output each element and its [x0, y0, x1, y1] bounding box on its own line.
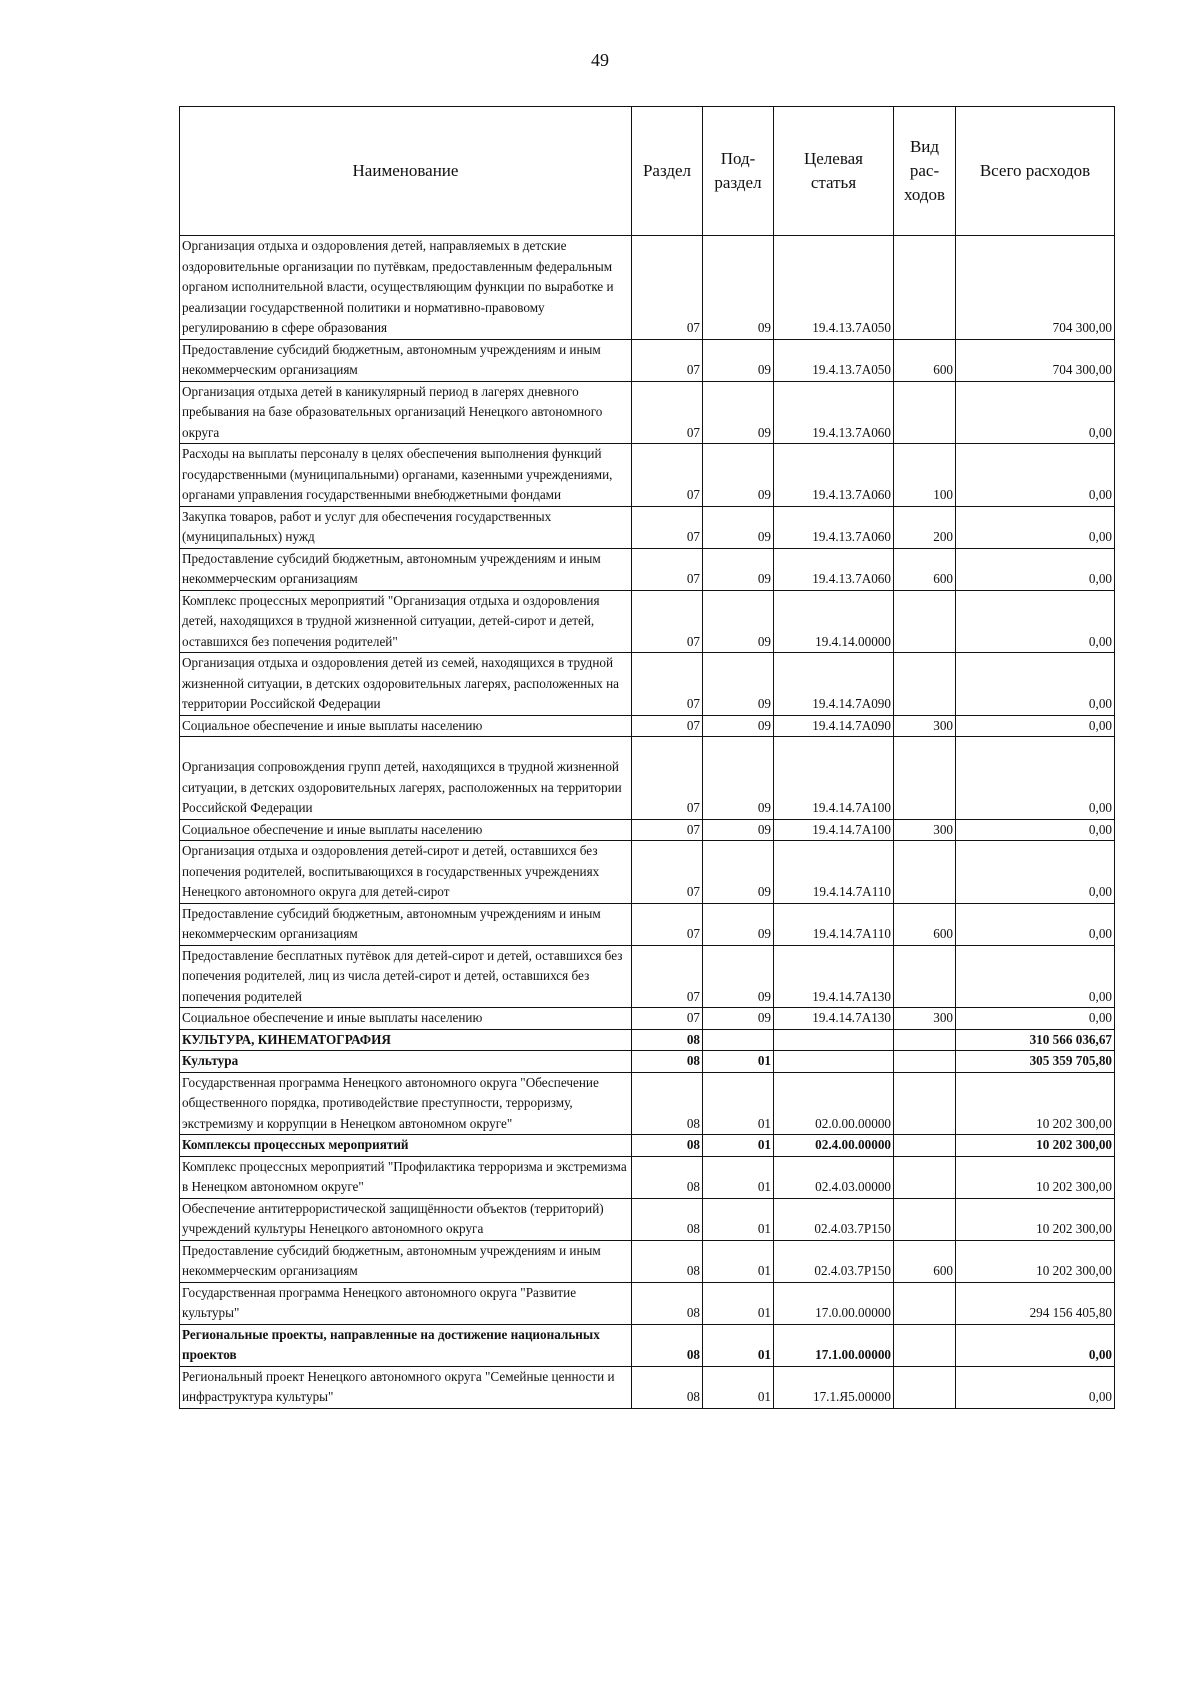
cell-celevaya-statya: [774, 1051, 894, 1073]
table-row: [180, 903, 1115, 945]
cell-name: Предоставление субсидий бюджетным, автономным учреждениям и иным некоммерческим организациям: [180, 339, 632, 381]
table-row: [180, 339, 1115, 381]
cell-vid-rashodov: [894, 1051, 956, 1073]
table-row: [180, 841, 1115, 904]
cell-vid-rashodov: 600: [894, 903, 956, 945]
cell-total: 704 300,00: [956, 236, 1115, 340]
cell-name: Организация отдыха и оздоровления детей-сирот и детей, оставшихся без попечения родителей, воспитывающихся в государственных учреждениях Ненецкого автономного округа для детей-сирот: [180, 841, 632, 904]
cell-podrazdel: 09: [703, 548, 774, 590]
cell-podrazdel: 09: [703, 506, 774, 548]
cell-celevaya-statya: 19.4.14.00000: [774, 590, 894, 653]
cell-celevaya-statya: 19.4.13.7А050: [774, 236, 894, 340]
cell-name: Комплексы процессных мероприятий: [180, 1135, 632, 1157]
cell-razdel: 07: [632, 444, 703, 507]
cell-podrazdel: 01: [703, 1240, 774, 1282]
cell-name: Социальное обеспечение и иные выплаты населению: [180, 715, 632, 737]
cell-celevaya-statya: 19.4.14.7А130: [774, 1008, 894, 1030]
table-row: [180, 1051, 1115, 1073]
cell-razdel: 08: [632, 1324, 703, 1366]
cell-podrazdel: 09: [703, 1008, 774, 1030]
cell-razdel: 07: [632, 1008, 703, 1030]
cell-podrazdel: 01: [703, 1135, 774, 1157]
cell-razdel: 07: [632, 841, 703, 904]
cell-vid-rashodov: [894, 1156, 956, 1198]
table-row: [180, 945, 1115, 1008]
cell-total: 0,00: [956, 737, 1115, 820]
cell-total: 10 202 300,00: [956, 1135, 1115, 1157]
header-name: Наименование: [180, 107, 632, 236]
table-row: [180, 1240, 1115, 1282]
cell-name: Расходы на выплаты персоналу в целях обеспечения выполнения функций государственными (муниципальными) органами, казенными учреждениями, органами управления государственными внебюджетными фондами: [180, 444, 632, 507]
cell-celevaya-statya: 02.4.03.00000: [774, 1156, 894, 1198]
cell-celevaya-statya: 19.4.14.7А110: [774, 903, 894, 945]
cell-total: 0,00: [956, 590, 1115, 653]
cell-vid-rashodov: [894, 1198, 956, 1240]
cell-total: 0,00: [956, 653, 1115, 716]
cell-total: 0,00: [956, 381, 1115, 444]
cell-vid-rashodov: 600: [894, 339, 956, 381]
cell-razdel: 08: [632, 1366, 703, 1408]
cell-total: 294 156 405,80: [956, 1282, 1115, 1324]
cell-razdel: 07: [632, 737, 703, 820]
cell-celevaya-statya: 02.4.00.00000: [774, 1135, 894, 1157]
cell-name: Предоставление субсидий бюджетным, автономным учреждениям и иным некоммерческим организациям: [180, 548, 632, 590]
cell-razdel: 07: [632, 381, 703, 444]
cell-razdel: 07: [632, 819, 703, 841]
cell-razdel: 07: [632, 903, 703, 945]
cell-razdel: 08: [632, 1240, 703, 1282]
cell-total: 10 202 300,00: [956, 1156, 1115, 1198]
table-body: [180, 236, 1115, 1409]
cell-total: 10 202 300,00: [956, 1240, 1115, 1282]
cell-name: Государственная программа Ненецкого автономного округа "Обеспечение общественного порядка, противодействие преступности, терроризму, экстремизму и коррупции в Ненецком автономном округе": [180, 1072, 632, 1135]
cell-podrazdel: 01: [703, 1198, 774, 1240]
cell-celevaya-statya: 19.4.14.7А100: [774, 737, 894, 820]
cell-podrazdel: 01: [703, 1156, 774, 1198]
table-row: [180, 590, 1115, 653]
cell-celevaya-statya: 19.4.13.7А060: [774, 506, 894, 548]
cell-podrazdel: 01: [703, 1051, 774, 1073]
cell-name: Культура: [180, 1051, 632, 1073]
cell-celevaya-statya: 17.1.Я5.00000: [774, 1366, 894, 1408]
cell-vid-rashodov: [894, 590, 956, 653]
cell-vid-rashodov: 600: [894, 548, 956, 590]
table-row: [180, 715, 1115, 737]
cell-razdel: 08: [632, 1135, 703, 1157]
cell-total: 0,00: [956, 1366, 1115, 1408]
header-razdel: Раздел: [632, 107, 703, 236]
cell-celevaya-statya: 19.4.13.7А060: [774, 444, 894, 507]
cell-name: Организация отдыха и оздоровления детей, направляемых в детские оздоровительные организации по путёвкам, предоставленным федеральным органом исполнительной власти, осуществляющим функции по выработке и реализации государственной политики и нормативно-правовому регулированию в сфере образования: [180, 236, 632, 340]
cell-podrazdel: 09: [703, 444, 774, 507]
cell-total: 0,00: [956, 1008, 1115, 1030]
cell-celevaya-statya: 19.4.13.7А060: [774, 381, 894, 444]
cell-podrazdel: 01: [703, 1366, 774, 1408]
cell-name: Организация отдыха детей в каникулярный период в лагерях дневного пребывания на базе образовательных организаций Ненецкого автономного округа: [180, 381, 632, 444]
cell-vid-rashodov: 300: [894, 715, 956, 737]
cell-total: 0,00: [956, 1324, 1115, 1366]
cell-celevaya-statya: [774, 1029, 894, 1051]
cell-total: 305 359 705,80: [956, 1051, 1115, 1073]
cell-razdel: 07: [632, 506, 703, 548]
cell-name: Комплекс процессных мероприятий "Профилактика терроризма и экстремизма в Ненецком автономном округе": [180, 1156, 632, 1198]
table-row: [180, 1282, 1115, 1324]
cell-podrazdel: 09: [703, 715, 774, 737]
table-row: [180, 444, 1115, 507]
cell-podrazdel: 01: [703, 1072, 774, 1135]
cell-podrazdel: [703, 1029, 774, 1051]
cell-total: 0,00: [956, 841, 1115, 904]
table-row: [180, 548, 1115, 590]
cell-razdel: 07: [632, 236, 703, 340]
cell-total: 0,00: [956, 715, 1115, 737]
cell-celevaya-statya: 02.4.03.7Р150: [774, 1240, 894, 1282]
table-row: [180, 1135, 1115, 1157]
cell-podrazdel: 09: [703, 841, 774, 904]
cell-celevaya-statya: 19.4.14.7А100: [774, 819, 894, 841]
header-celevaya-statya: Целевая статья: [774, 107, 894, 236]
cell-podrazdel: 09: [703, 381, 774, 444]
cell-name: Региональные проекты, направленные на достижение национальных проектов: [180, 1324, 632, 1366]
cell-podrazdel: 09: [703, 653, 774, 716]
cell-name: Региональный проект Ненецкого автономного округа "Семейные ценности и инфраструктура культуры": [180, 1366, 632, 1408]
cell-podrazdel: 01: [703, 1324, 774, 1366]
header-podrazdel: Под- раздел: [703, 107, 774, 236]
cell-name: Социальное обеспечение и иные выплаты населению: [180, 1008, 632, 1030]
table-row: [180, 1366, 1115, 1408]
cell-celevaya-statya: 02.0.00.00000: [774, 1072, 894, 1135]
table-row: [180, 819, 1115, 841]
cell-vid-rashodov: 300: [894, 1008, 956, 1030]
cell-razdel: 08: [632, 1051, 703, 1073]
table-row: [180, 737, 1115, 820]
table-row: [180, 1156, 1115, 1198]
header-vid-rashodov: Вид рас- ходов: [894, 107, 956, 236]
cell-razdel: 08: [632, 1156, 703, 1198]
cell-total: 10 202 300,00: [956, 1072, 1115, 1135]
cell-name: Предоставление субсидий бюджетным, автономным учреждениям и иным некоммерческим организациям: [180, 903, 632, 945]
cell-razdel: 07: [632, 715, 703, 737]
cell-vid-rashodov: [894, 381, 956, 444]
cell-vid-rashodov: 300: [894, 819, 956, 841]
cell-vid-rashodov: [894, 1366, 956, 1408]
cell-podrazdel: 09: [703, 339, 774, 381]
table-row: [180, 1008, 1115, 1030]
cell-podrazdel: 09: [703, 945, 774, 1008]
cell-podrazdel: 09: [703, 737, 774, 820]
cell-celevaya-statya: 02.4.03.7Р150: [774, 1198, 894, 1240]
cell-vid-rashodov: [894, 1135, 956, 1157]
cell-vid-rashodov: 600: [894, 1240, 956, 1282]
cell-total: 0,00: [956, 506, 1115, 548]
cell-total: 0,00: [956, 548, 1115, 590]
table-row: [180, 236, 1115, 340]
cell-vid-rashodov: [894, 1029, 956, 1051]
cell-razdel: 07: [632, 548, 703, 590]
table-row: [180, 1029, 1115, 1051]
table-row: [180, 1324, 1115, 1366]
cell-vid-rashodov: [894, 1072, 956, 1135]
cell-name: КУЛЬТУРА, КИНЕМАТОГРАФИЯ: [180, 1029, 632, 1051]
cell-razdel: 08: [632, 1072, 703, 1135]
cell-name: Обеспечение антитеррористической защищённости объектов (территорий) учреждений культуры Ненецкого автономного округа: [180, 1198, 632, 1240]
cell-razdel: 07: [632, 653, 703, 716]
cell-name: Предоставление субсидий бюджетным, автономным учреждениям и иным некоммерческим организациям: [180, 1240, 632, 1282]
cell-name: Социальное обеспечение и иные выплаты населению: [180, 819, 632, 841]
cell-podrazdel: 09: [703, 236, 774, 340]
cell-podrazdel: 09: [703, 903, 774, 945]
table-row: [180, 381, 1115, 444]
cell-total: 310 566 036,67: [956, 1029, 1115, 1051]
cell-total: 704 300,00: [956, 339, 1115, 381]
cell-razdel: 08: [632, 1282, 703, 1324]
cell-celevaya-statya: 17.1.00.00000: [774, 1324, 894, 1366]
cell-vid-rashodov: [894, 653, 956, 716]
cell-razdel: 07: [632, 590, 703, 653]
cell-vid-rashodov: [894, 945, 956, 1008]
cell-total: 10 202 300,00: [956, 1198, 1115, 1240]
budget-table: [179, 106, 1115, 1409]
cell-vid-rashodov: 200: [894, 506, 956, 548]
cell-celevaya-statya: 19.4.13.7А060: [774, 548, 894, 590]
cell-total: 0,00: [956, 903, 1115, 945]
cell-name: Предоставление бесплатных путёвок для детей-сирот и детей, оставшихся без попечения родителей, лиц из числа детей-сирот и детей, оставшихся без попечения родителей: [180, 945, 632, 1008]
page-number: 49: [591, 50, 609, 70]
cell-vid-rashodov: [894, 236, 956, 340]
cell-vid-rashodov: [894, 1282, 956, 1324]
cell-podrazdel: 09: [703, 590, 774, 653]
cell-celevaya-statya: 19.4.13.7А050: [774, 339, 894, 381]
cell-vid-rashodov: [894, 841, 956, 904]
cell-celevaya-statya: 17.0.00.00000: [774, 1282, 894, 1324]
cell-name: Государственная программа Ненецкого автономного округа "Развитие культуры": [180, 1282, 632, 1324]
cell-celevaya-statya: 19.4.14.7А090: [774, 653, 894, 716]
cell-podrazdel: 09: [703, 819, 774, 841]
cell-total: 0,00: [956, 444, 1115, 507]
cell-celevaya-statya: 19.4.14.7А130: [774, 945, 894, 1008]
cell-total: 0,00: [956, 945, 1115, 1008]
table-header-row: [180, 107, 1115, 236]
table-row: [180, 653, 1115, 716]
table-row: [180, 1198, 1115, 1240]
table-row: [180, 506, 1115, 548]
cell-vid-rashodov: [894, 737, 956, 820]
header-total: Всего расходов: [956, 107, 1115, 236]
cell-name: Закупка товаров, работ и услуг для обеспечения государственных (муниципальных) нужд: [180, 506, 632, 548]
cell-celevaya-statya: 19.4.14.7А110: [774, 841, 894, 904]
cell-vid-rashodov: 100: [894, 444, 956, 507]
cell-celevaya-statya: 19.4.14.7А090: [774, 715, 894, 737]
cell-total: 0,00: [956, 819, 1115, 841]
cell-razdel: 07: [632, 339, 703, 381]
cell-name: Комплекс процессных мероприятий "Организация отдыха и оздоровления детей, находящихся в трудной жизненной ситуации, детей-сирот и детей, оставшихся без попечения родителей": [180, 590, 632, 653]
cell-name: Организация сопровождения групп детей, находящихся в трудной жизненной ситуации, в детских оздоровительных лагерях, расположенных на территории Российской Федерации: [180, 737, 632, 820]
cell-vid-rashodov: [894, 1324, 956, 1366]
cell-razdel: 07: [632, 945, 703, 1008]
cell-name: Организация отдыха и оздоровления детей из семей, находящихся в трудной жизненной ситуации, в детских оздоровительных лагерях, расположенных на территории Российской Федерации: [180, 653, 632, 716]
cell-razdel: 08: [632, 1198, 703, 1240]
cell-razdel: 08: [632, 1029, 703, 1051]
cell-podrazdel: 01: [703, 1282, 774, 1324]
table-row: [180, 1072, 1115, 1135]
